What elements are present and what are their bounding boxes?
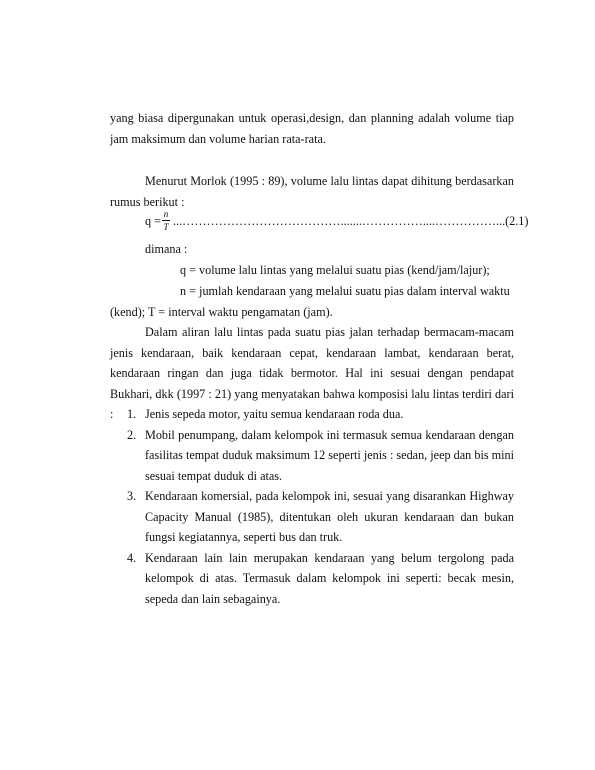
formula-leader-dots: ...………………………………….......……………....……………...(2.1): [173, 214, 529, 228]
list-number: 4.: [127, 550, 137, 565]
intro-paragraph: yang biasa dipergunakan untuk operasi,design, dan planning adalah volume tiap jam maksimum dan volume harian rata-rata.: [110, 111, 514, 146]
list-item: [110, 548, 514, 610]
list-number: 3.: [127, 489, 137, 503]
formula-numerator: n: [163, 209, 169, 219]
fraction-bar: [162, 220, 170, 221]
list-item: [110, 486, 514, 548]
definition-n-cont: (kend); T = interval waktu pengamatan (jam).: [110, 305, 333, 319]
formula-denominator: T: [163, 222, 169, 232]
formula-2-1: [145, 207, 529, 235]
list-number: 1.: [127, 407, 137, 421]
list-text: Mobil penumpang, dalam kelompok ini termasuk semua kendaraan dengan fasilitas tempat duduk maksimum 12 seperti jenis : sedan, jeep dan bis mini sesuai tempat duduk di atas.: [145, 427, 514, 483]
vehicle-type-list: [110, 404, 514, 609]
definition-n: n = jumlah kendaraan yang melalui suatu pias dalam interval waktu: [180, 284, 510, 298]
list-text: Jenis sepeda motor, yaitu semua kendaraan roda dua.: [145, 407, 404, 421]
list-item: [110, 404, 514, 425]
formula-lhs: q =: [145, 214, 162, 228]
list-item: [110, 425, 514, 487]
formula-fraction: [162, 209, 170, 232]
list-text: Kendaraan lain lain merupakan kendaraan yang belum tergolong pada kelompok di atas. Termasuk dalam kelompok ini seperti: becak mesin, sepeda dan lain sebagainya.: [145, 550, 514, 606]
list-number: 2.: [127, 427, 137, 442]
composition-paragraph: Dalam aliran lalu lintas pada suatu pias jalan terhadap bermacam-macam jenis kendaraan, baik kendaraan cepat, kendaraan lambat, kendaraan berat, kendaraan ringan dan juga tidak bermotor. Hal ini sesuai dengan pendapat Bukhari, dkk (1997 : 21) yang menyatakan bahwa komposisi lalu lintas terdiri dari :: [110, 325, 514, 421]
morlok-paragraph: Menurut Morlok (1995 : 89), volume lalu lintas dapat dihitung berdasarkan rumus berikut :: [110, 174, 514, 209]
list-text: Kendaraan komersial, pada kelompok ini, sesuai yang disarankan Highway Capacity Manual (1985), ditentukan oleh ukuran kendaraan dan bukan fungsi kegiatannya, seperti bus dan truk.: [145, 489, 514, 544]
definition-q: q = volume lalu lintas yang melalui suatu pias (kend/jam/lajur);: [180, 263, 490, 277]
dimana-label: dimana :: [145, 242, 188, 256]
